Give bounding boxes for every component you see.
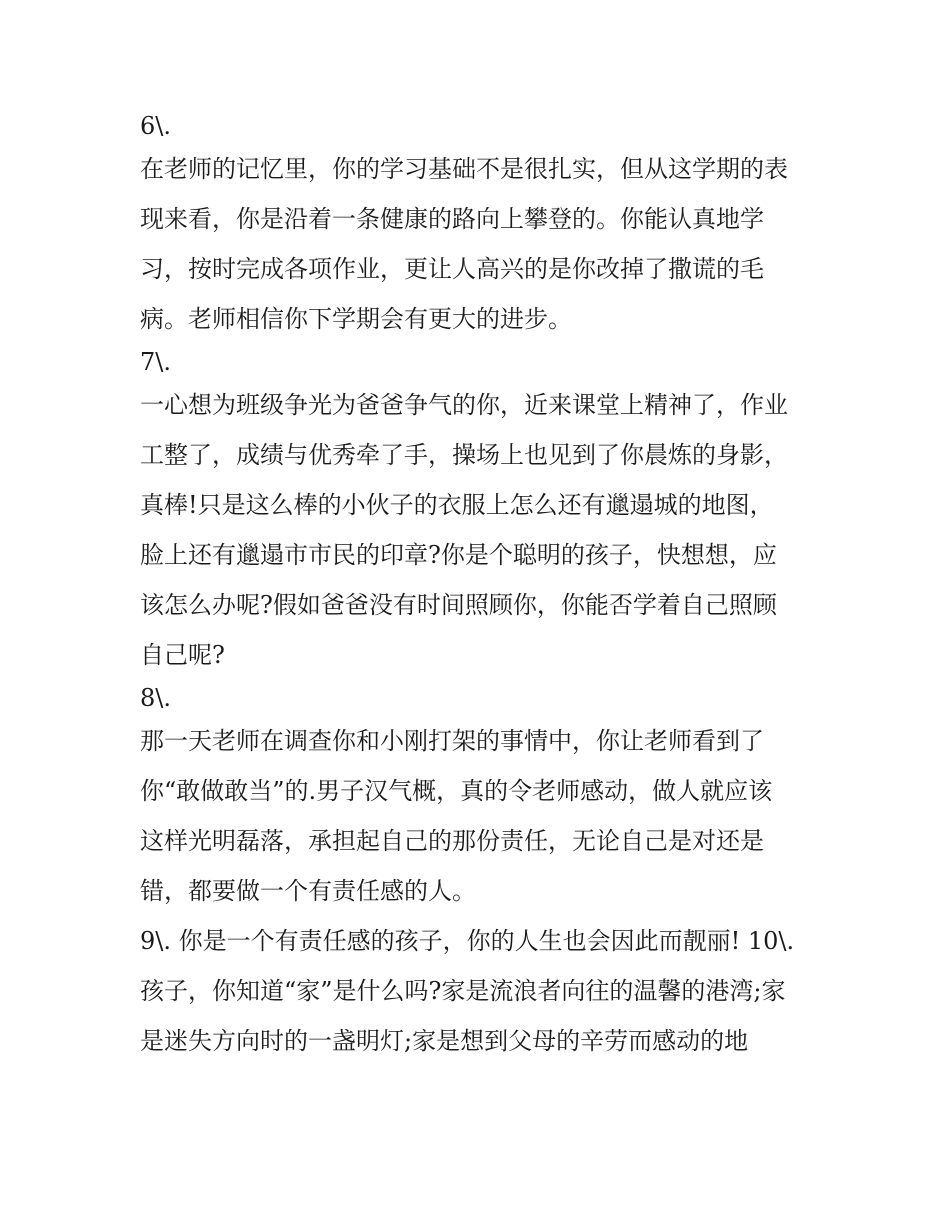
paragraph-line: 孩子，你知道“家”是什么吗?家是流浪者向往的温馨的港湾;家 bbox=[140, 977, 786, 1005]
paragraph-line: 该怎么办呢?假如爸爸没有时间照顾你，你能否学着自己照顾 bbox=[140, 591, 777, 619]
paragraph-line: 习，按时完成各项作业，更让人高兴的是你改掉了撒谎的毛 bbox=[140, 255, 764, 283]
paragraph-line: 现来看，你是沿着一条健康的路向上攀登的。你能认真地学 bbox=[140, 205, 764, 233]
section-number-6: 6\. bbox=[140, 112, 171, 140]
paragraph-line: 一心想为班级争光为爸爸争气的你，近来课堂上精神了，作业 bbox=[140, 391, 788, 419]
paragraph-line: 这样光明磊落，承担起自己的那份责任，无论自己是对还是 bbox=[140, 827, 764, 855]
section-number-7: 7\. bbox=[140, 348, 171, 376]
paragraph-line: 你“敢做敢当”的.男子汉气概，真的令老师感动，做人就应该 bbox=[140, 777, 773, 805]
paragraph-line: 病。老师相信你下学期会有更大的进步。 bbox=[140, 305, 572, 333]
paragraph-line: 自己呢? bbox=[140, 641, 225, 669]
paragraph-line: 是迷失方向时的一盏明灯;家是想到父母的辛劳而感动的地 bbox=[140, 1027, 749, 1055]
paragraph-line: 在老师的记忆里，你的学习基础不是很扎实，但从这学期的表 bbox=[140, 155, 788, 183]
paragraph-line: 9\. 你是一个有责任感的孩子，你的人生也会因此而靓丽! 10\. bbox=[140, 927, 795, 955]
paragraph-line: 那一天老师在调查你和小刚打架的事情中，你让老师看到了 bbox=[140, 727, 764, 755]
document-body bbox=[140, 112, 830, 1066]
paragraph-line: 工整了，成绩与优秀牵了手，操场上也见到了你晨炼的身影， bbox=[140, 441, 788, 469]
paragraph-line: 脸上还有邋遢市市民的印章?你是个聪明的孩子，快想想，应 bbox=[140, 541, 777, 569]
paragraph-line: 真棒!只是这么棒的小伙子的衣服上怎么还有邋遢城的地图， bbox=[140, 491, 774, 519]
paragraph-line: 错，都要做一个有责任感的人。 bbox=[140, 877, 476, 905]
section-number-8: 8\. bbox=[140, 684, 171, 712]
